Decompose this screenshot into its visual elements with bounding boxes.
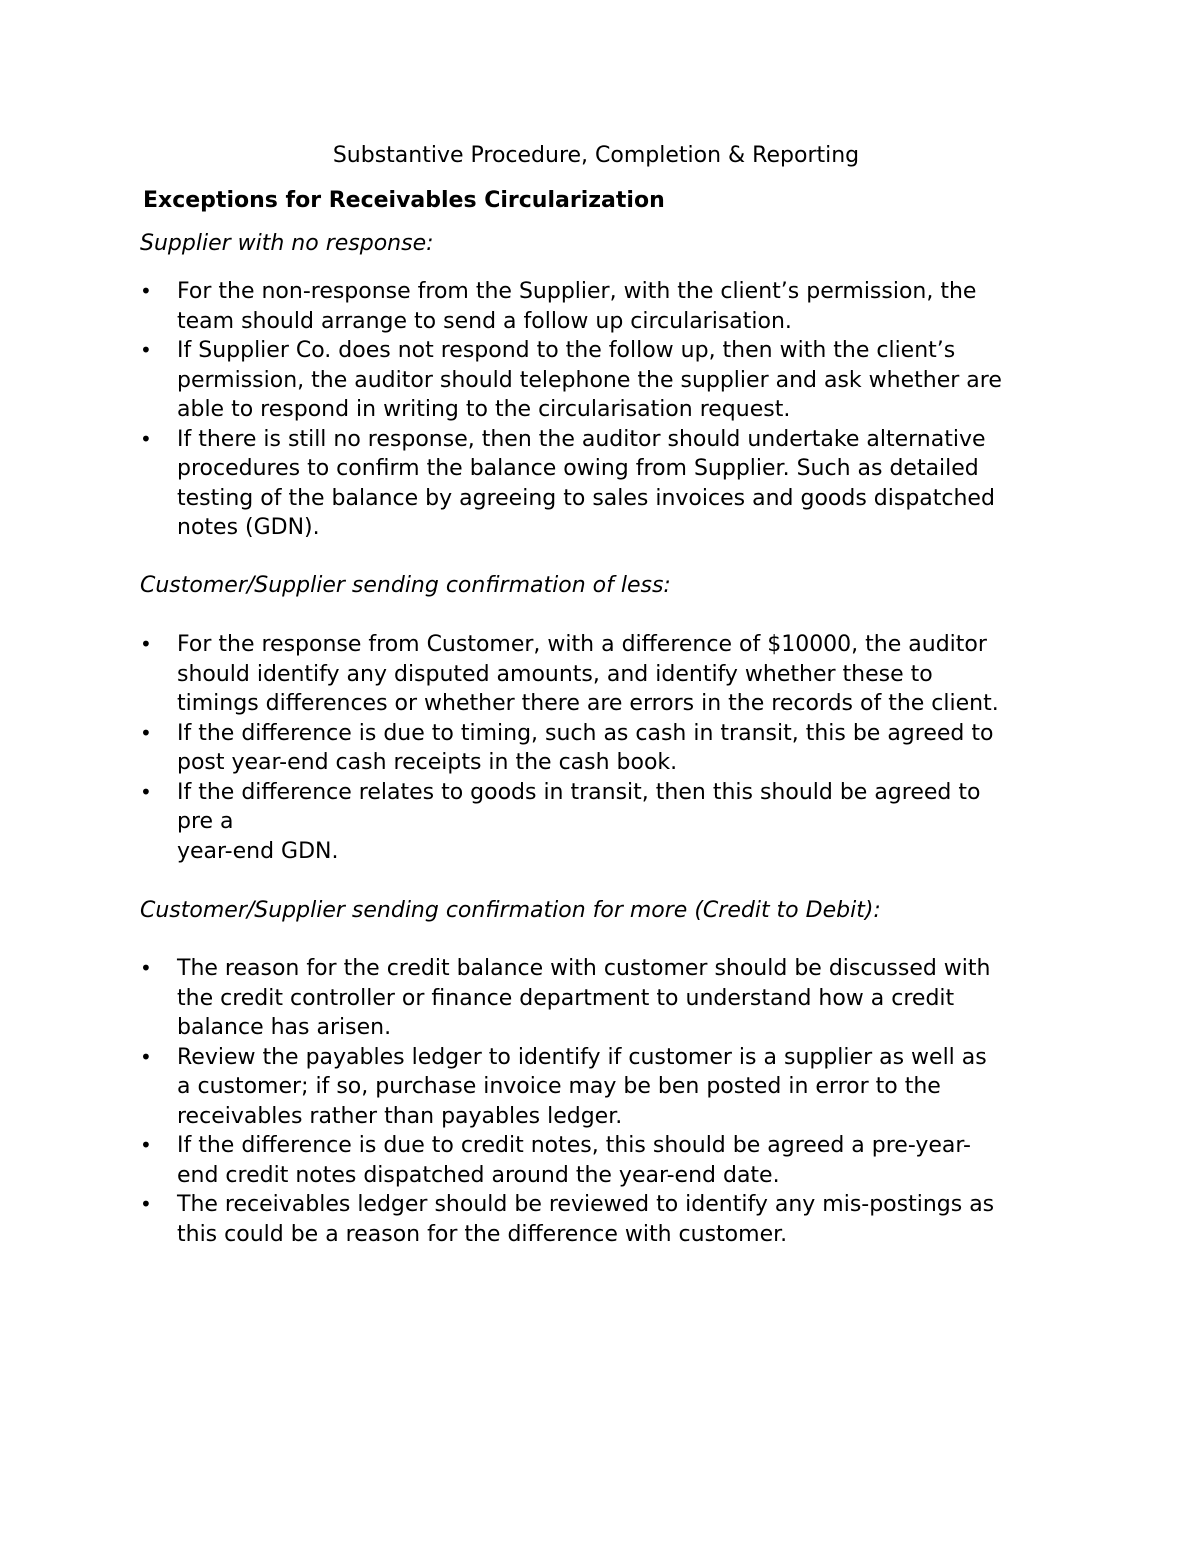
bullet-list-confirmation-more [140,954,1077,1249]
list-item-line: notes (GDN). [177,515,320,540]
section-heading: Exceptions for Receivables Circularization [143,188,665,213]
bullet-icon: • [140,1133,152,1157]
list-item-line: If the difference relates to goods in transit, then this should be agreed to [177,779,981,805]
list-item-line: The receivables ledger should be reviewed to identify any mis-postings as [177,1192,995,1217]
bullet-icon: • [140,1192,152,1216]
subheading-confirmation-less: Customer/Supplier sending confirmation of less: [140,573,671,598]
list-item-line: procedures to confirm the balance owing from Supplier. Such as detailed [177,456,979,481]
list-item [140,954,1077,1043]
document-title: Substantive Procedure, Completion & Reporting [332,143,860,168]
list-item-line: post year-end cash receipts in the cash book. [177,750,678,775]
list-item-line: For the response from Customer, with a difference of $10000, the auditor [177,632,987,657]
list-item-line: If the difference is due to timing, such as cash in transit, this be agreed to [177,720,994,746]
list-item-line: For the non-response from the Supplier, with the client’s permission, the [177,279,977,304]
bullet-icon: • [140,426,152,451]
list-item [140,425,1077,543]
bullet-icon: • [140,279,152,303]
list-item [140,719,1077,778]
list-item [140,1131,1077,1190]
bullet-icon: • [140,956,152,980]
list-item [140,277,1077,336]
list-item-line: timings differences or whether there are errors in the records of the client. [177,691,999,716]
list-item [140,630,1077,719]
list-item-line: balance has arisen. [177,1015,392,1040]
list-item-line: able to respond in writing to the circularisation request. [177,397,791,422]
bullet-icon: • [140,779,152,804]
list-item [140,778,1077,867]
list-item-line: team should arrange to send a follow up circularisation. [177,308,792,334]
bullet-list-confirmation-less [140,630,1077,866]
bullet-icon: • [140,720,152,745]
bullet-icon: • [140,338,152,362]
list-item-line: this could be a reason for the difference with customer. [177,1221,788,1247]
subheading-confirmation-more: Customer/Supplier sending confirmation for more (Credit to Debit): [140,898,881,923]
subheading-no-response: Supplier with no response: [140,231,434,256]
bullet-icon: • [140,1044,152,1069]
list-item-line: If there is still no response, then the auditor should undertake alternative [177,426,986,452]
list-item-line: should identify any disputed amounts, and identify whether these to [177,661,933,687]
list-item-line: If the difference is due to credit notes, this should be agreed a pre-year- [177,1133,971,1158]
list-item [140,1190,1077,1249]
list-item-line: If Supplier Co. does not respond to the follow up, then with the client’s [177,338,956,363]
bullet-list-no-response [140,277,1077,543]
list-item-line: pre a [177,809,234,834]
list-item-line: end credit notes dispatched around the year-end date. [177,1162,780,1188]
bullet-icon: • [140,632,152,656]
list-item-line: receivables rather than payables ledger. [177,1103,623,1129]
list-item-line: The reason for the credit balance with customer should be discussed with [177,956,991,981]
list-item-line: testing of the balance by agreeing to sales invoices and goods dispatched [177,485,995,511]
list-item [140,336,1077,425]
list-item-line: Review the payables ledger to identify if customer is a supplier as well as [177,1044,987,1070]
list-item-line: a customer; if so, purchase invoice may be ben posted in error to the [177,1074,941,1099]
list-item-line: year-end GDN. [177,838,339,864]
list-item-line: permission, the auditor should telephone the supplier and ask whether are [177,367,1002,393]
list-item [140,1043,1077,1132]
list-item-line: the credit controller or finance department to understand how a credit [177,985,955,1011]
